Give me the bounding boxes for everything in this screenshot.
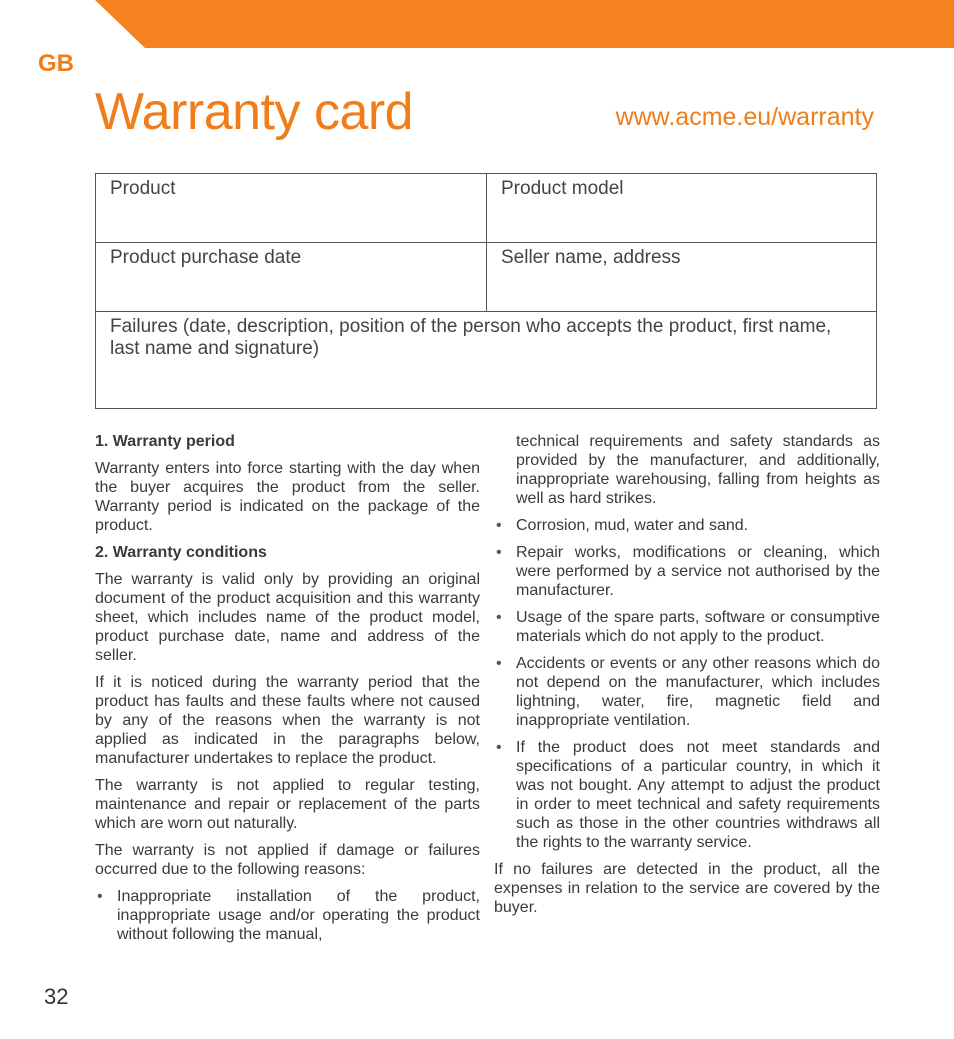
product-model-field[interactable] [487,174,877,243]
warranty-form-table [95,173,877,409]
language-code: GB [38,50,74,77]
section-heading-warranty-conditions: 2. Warranty conditions [95,544,267,561]
product-model-field-label: Product model [501,178,624,199]
page-number: 32 [44,984,69,1009]
orange-header-bar [0,0,954,48]
purchase-date-field[interactable] [96,243,487,312]
paragraph-not-applied-reasons: The warranty is not applied if damage or failures occurred due to the following reasons: [95,842,480,878]
seller-field[interactable] [487,243,877,312]
right-text-column [494,432,880,925]
list-item: • Usage of the spare parts, software or consumptive materials which do not apply to the product. [494,608,880,646]
page-title: Warranty card [95,83,414,141]
exclusion-list [95,887,480,944]
list-item: • Accidents or events or any other reasons which do not depend on the manufacturer, which includes lightning, water, fire, magnetic field and inappropriate ventilation. [494,654,880,730]
product-field-label: Product [110,178,176,199]
section-heading-warranty-period: 1. Warranty period [95,433,235,450]
paragraph-replacement: If it is noticed during the warranty period that the product has faults and these faults where not caused by any of the reasons when the warranty is not applied as indicated in the paragraphs below, manufacturer undertakes to replace the product. [95,674,480,767]
seller-field-label: Seller name, address [501,247,681,268]
paragraph-warranty-period: Warranty enters into force starting with the day when the buyer acquires the product from the seller. Warranty period is indicated on the package of the product. [95,460,480,534]
paragraph-validity: The warranty is valid only by providing an original document of the product acquisition and this warranty sheet, which includes name of the product model, product purchase date, name and address of the seller. [95,571,480,664]
list-item: • If the product does not meet standards and specifications of a particular country, in which it was not bought. Any attempt to adjust the product in order to meet technical and safety requirements such as those in the other countries withdraws all the rights to the warranty service. [494,738,880,852]
list-item: • Inappropriate installation of the product, inappropriate usage and/or operating the product without following the manual, [95,887,480,944]
paragraph-not-applied-testing: The warranty is not applied to regular testing, maintenance and repair or replacement of the parts which are worn out naturally. [95,777,480,832]
failures-field-label: Failures (date, description, position of the person who accepts the product, first name, last name and signature) [110,316,832,359]
purchase-date-field-label: Product purchase date [110,247,302,268]
product-field[interactable] [96,174,487,243]
list-item: • Corrosion, mud, water and sand. [494,516,880,535]
list-item: • Repair works, modifications or cleaning, which were performed by a service not authorised by the manufacturer. [494,543,880,600]
paragraph-no-failures: If no failures are detected in the product, all the expenses in relation to the service are covered by the buyer. [494,861,880,916]
warranty-url-link[interactable]: www.acme.eu/warranty [615,103,874,131]
left-text-column [95,432,480,952]
list-item-continuation: technical requirements and safety standards as provided by the manufacturer, and additionally, inappropriate warehousing, falling from heights as well as hard strikes. [516,433,880,507]
failures-field[interactable] [96,312,877,409]
exclusion-list-continued [494,432,880,852]
